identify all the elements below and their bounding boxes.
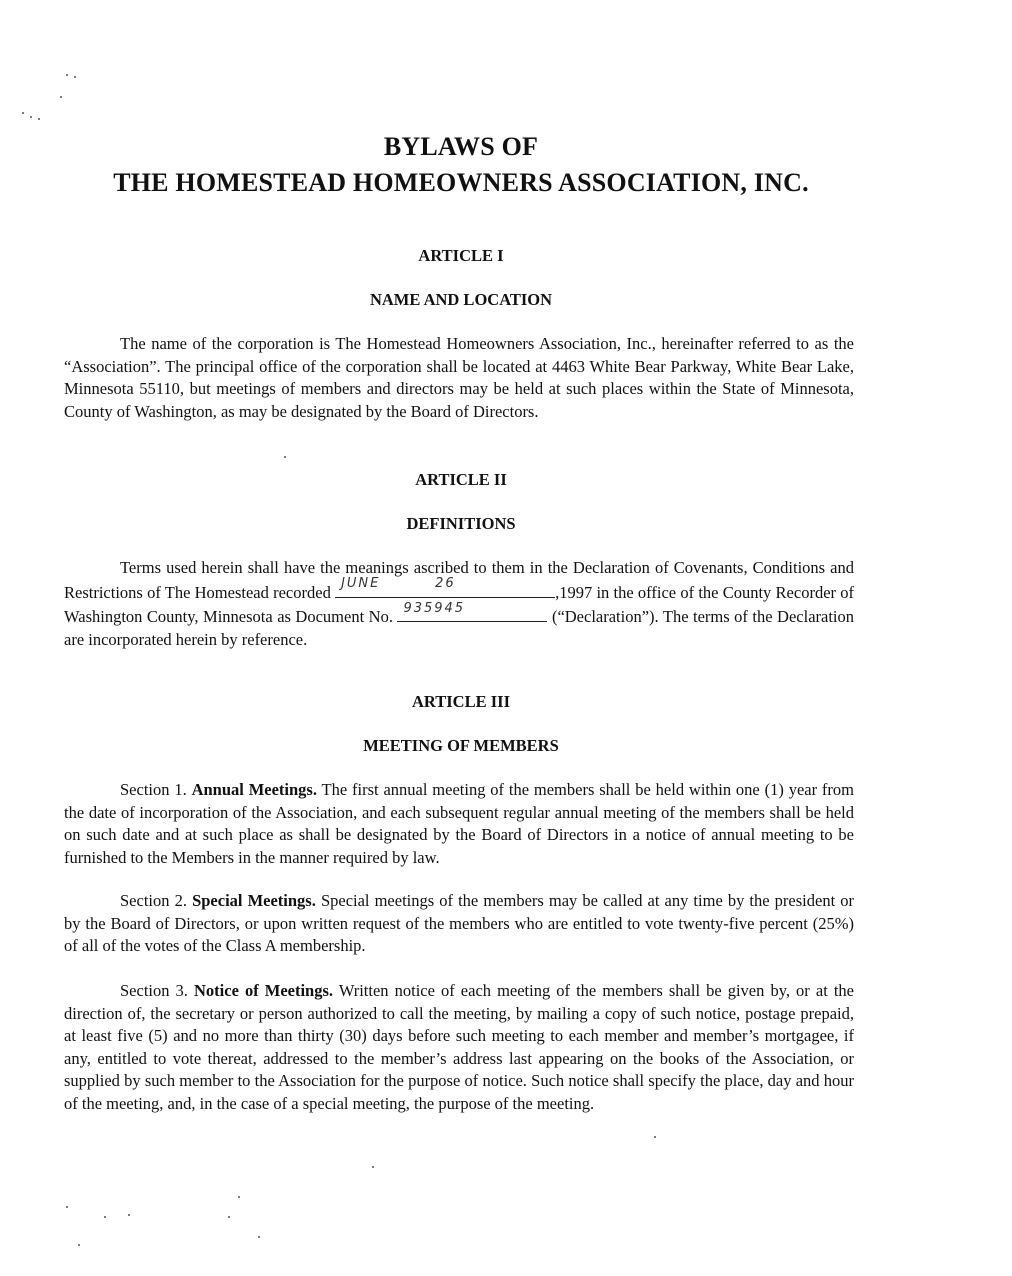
section3-text: Written notice of each meeting of the members shall be given by, or at the direction of, the secretary or person authorized to call the meeting, by mailing a copy of such notice, postage prepaid, at least five (5) and no more than thirty (30) days before such meeting to each member and member’s mortgagee, if any, entitled to vote thereat, addressed to the member’s address last appearing on the books of the Association, or supplied by such member to the Association for the purpose of notice. Such notice shall specify the place, day and hour of the meeting, and, in the case of a special meeting, the purpose of the meeting. [64,981,854,1113]
section1-text: The first annual meeting of the members shall be held within one (1) year from the date of incorporation of the Association, and each subsequent regular annual meeting of the members shall be held on such date and at such place as shall be designated by the Board of Directors in a notice of annual meeting to be furnished to the Members in the manner required by law. [64,780,855,867]
section2-title: Special Meetings. [192,891,316,910]
scan-speck [238,1196,240,1198]
article3-heading: MEETING OF MEMBERS [363,736,559,755]
section2-paragraph [64,890,854,958]
scan-speck [22,112,24,114]
article1-number: ARTICLE I [418,246,504,265]
document-number-handwritten: 935945 [403,600,466,616]
article2-text-a: Terms used herein shall have the meanings ascribed to them in the Declaration of Covenants, Conditions and Restrictions of The Homestead recorded [64,558,854,602]
recorded-date-blank [335,576,555,598]
scan-speck [372,1166,374,1168]
article2-text-b: ,1997 in the office of the County Recorder of Washington County, Minnesota as Document No. [64,582,854,626]
article3-number: ARTICLE III [412,692,510,711]
scan-speck [74,76,76,78]
recorded-day-handwritten: 26 [435,576,456,591]
section2-label: Section 2. [120,891,187,910]
recorded-month-handwritten: JUNE [341,576,381,591]
section3-title: Notice of Meetings. [194,981,334,1000]
scan-speck [258,1236,260,1238]
scan-speck [66,74,68,76]
scan-speck [60,96,62,98]
article1-text: The name of the corporation is The Homestead Homeowners Association, Inc., hereinafter referred to as the “Association”. The principal office of the corporation shall be located at 4463 White Bear Parkway, White Bear Lake, Minnesota 55110, but meetings of members and directors may be held at such places within the State of Minnesota, County of Washington, as may be designated by the Board of Directors. [64,334,854,421]
document-title-line1: BYLAWS OF [383,132,539,161]
scan-speck [228,1216,230,1218]
scan-speck [284,456,286,458]
article2-number: ARTICLE II [415,470,507,489]
section3-paragraph [64,980,854,1115]
article1-heading: NAME AND LOCATION [369,290,553,309]
scan-speck [78,1244,80,1246]
article2-text-c: (“Declaration”). The terms of the Declaration are incorporated herein by reference. [64,607,855,649]
section1-paragraph [64,779,854,869]
article1-paragraph [64,333,854,423]
scan-speck [30,116,32,118]
document-title-line2: THE HOMESTEAD HOMEOWNERS ASSOCIATION, INC. [113,168,809,197]
section3-label: Section 3. [120,981,188,1000]
document-number-blank [397,600,547,622]
article2-heading: DEFINITIONS [406,514,516,533]
scan-speck [104,1216,106,1218]
section1-label: Section 1. [120,780,187,799]
section1-title: Annual Meetings. [191,780,317,799]
scan-speck [38,118,40,120]
scan-speck [654,1136,656,1138]
scan-speck [128,1214,130,1216]
section2-text: Special meetings of the members may be called at any time by the president or by the Board of Directors, or upon written request of the members who are entitled to vote twenty-five percent (25%) of all of the votes of the Class A membership. [64,891,854,955]
article2-paragraph [64,557,854,651]
scan-speck [66,1206,68,1208]
